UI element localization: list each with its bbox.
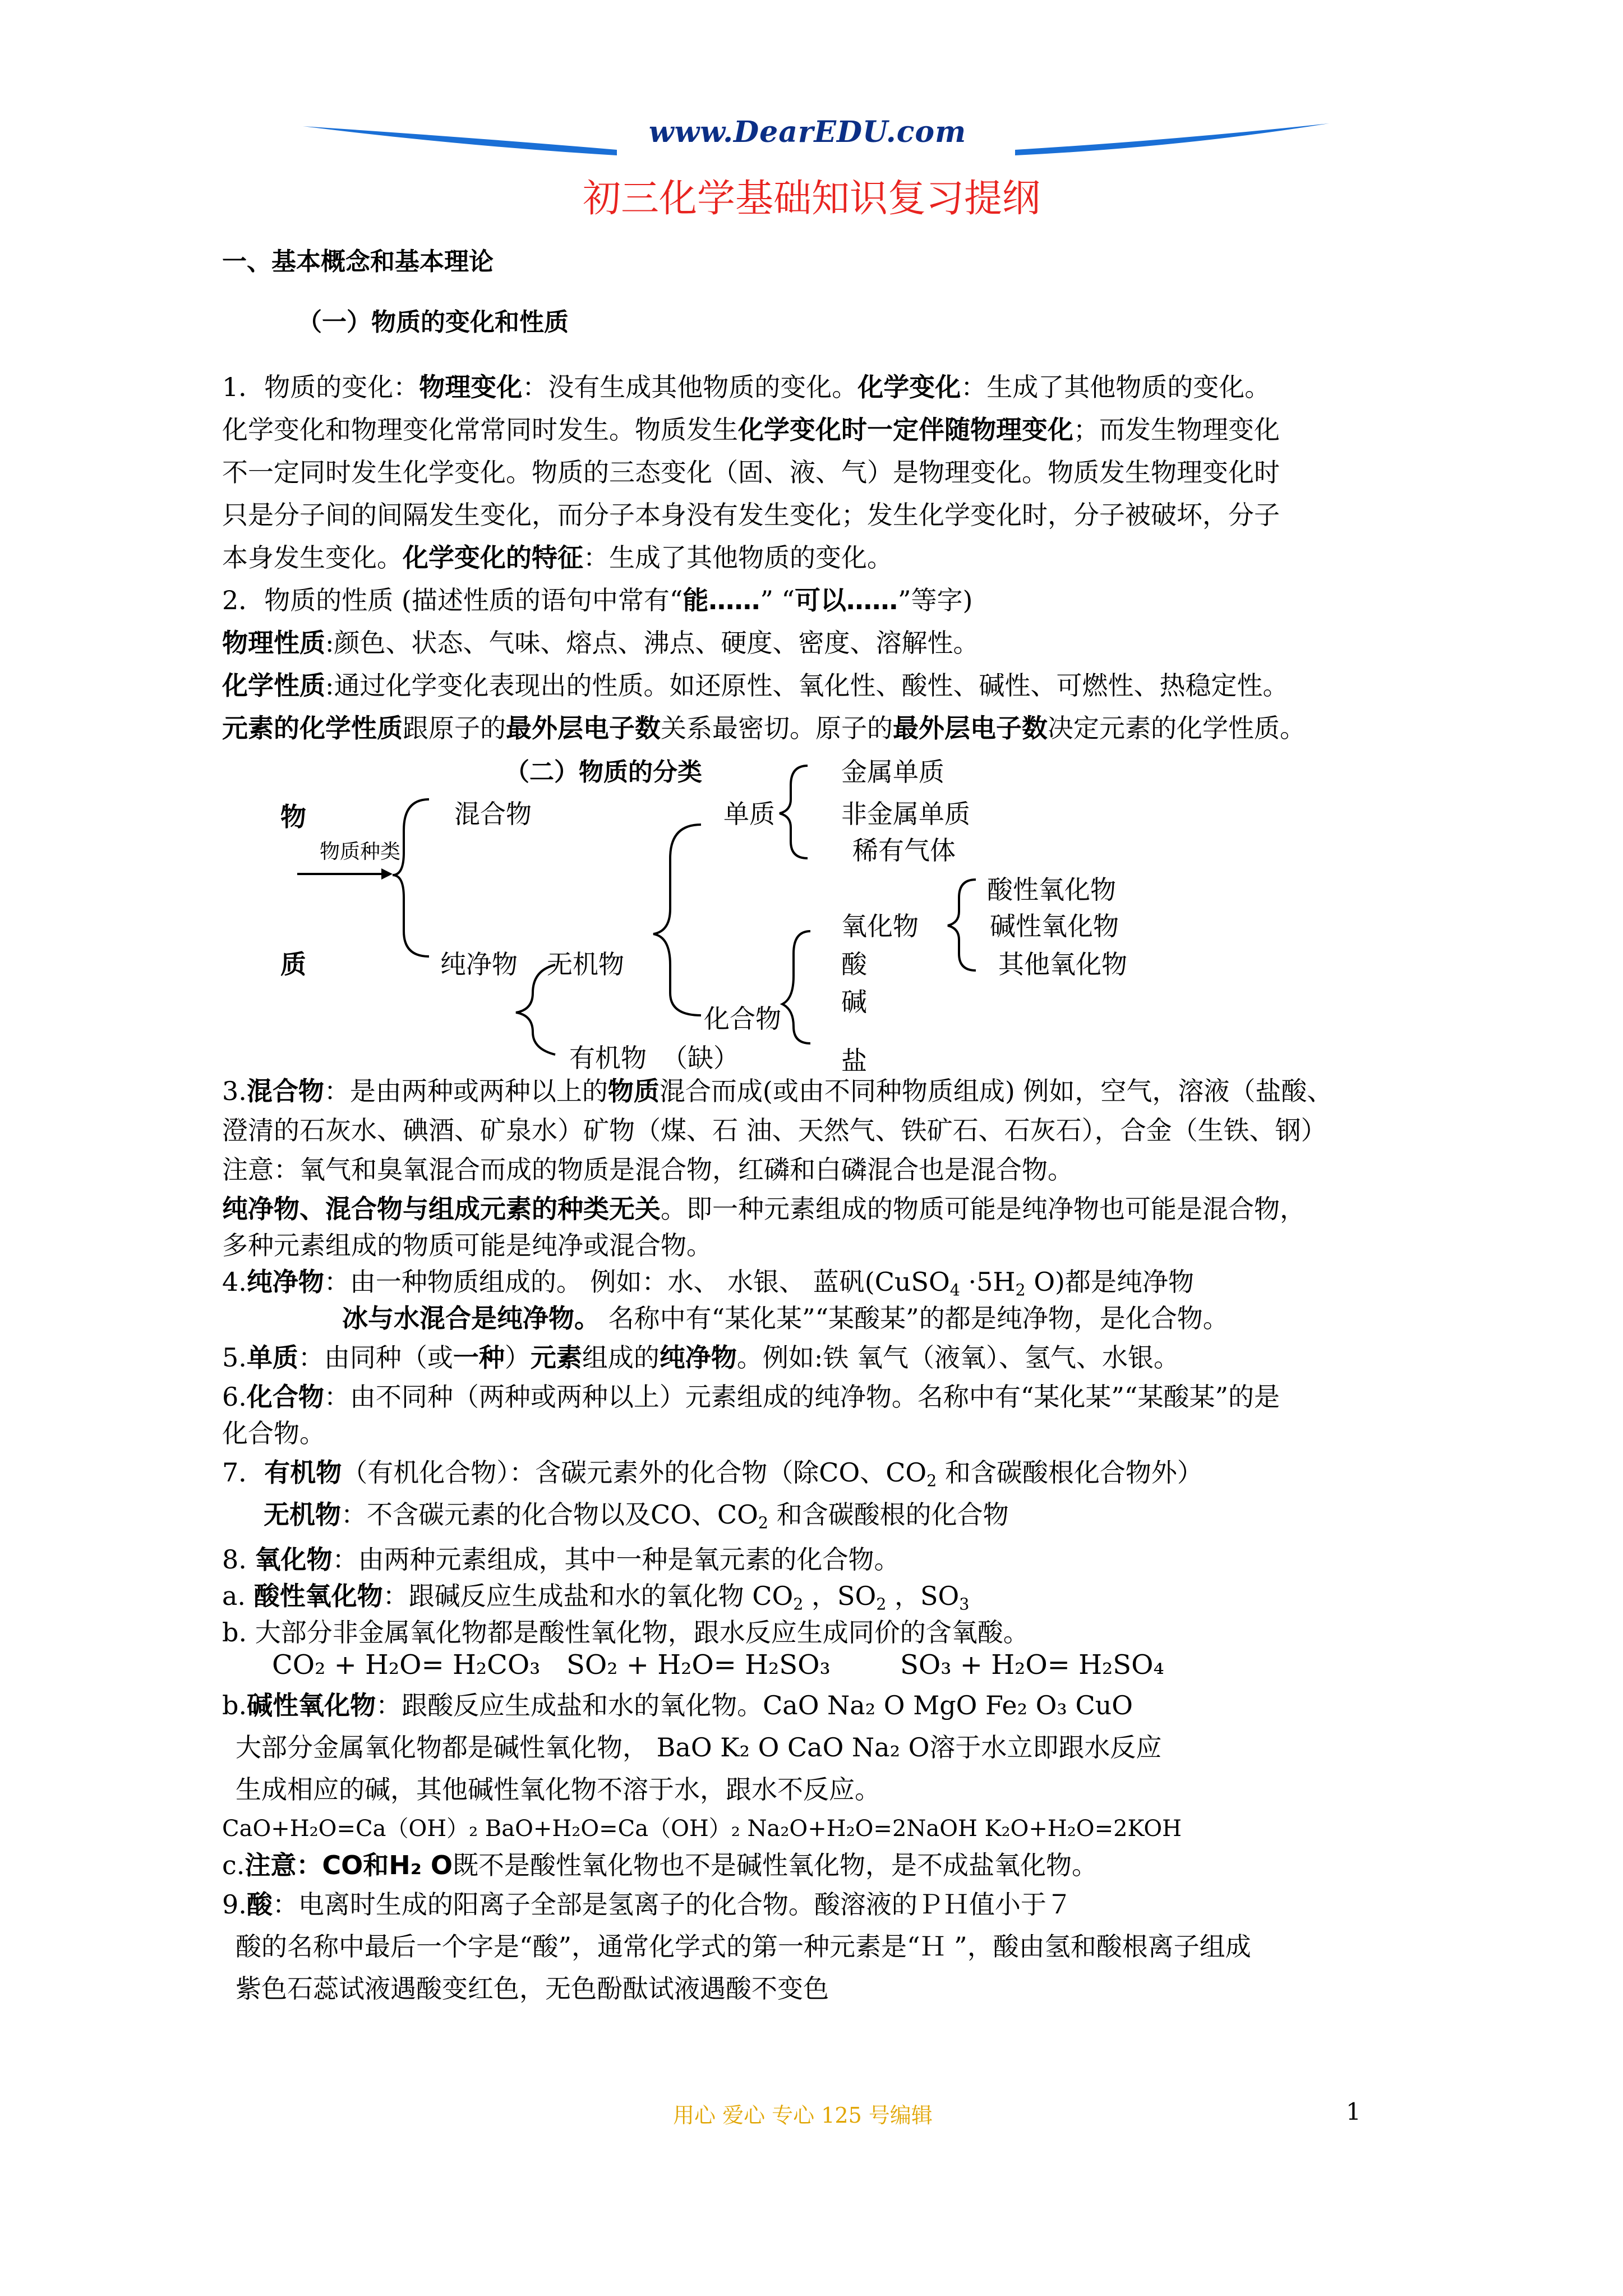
tree-node-organic: 有机物 <box>569 1043 647 1073</box>
page-number: 1 <box>1346 2098 1361 2125</box>
para-8-line-1: 8. 氧化物：由两种元素组成，其中一种是氧元素的化合物。 <box>222 1544 900 1575</box>
para-8-acidic-oxide: a. 酸性氧化物：跟碱反应生成盐和水的氧化物 $CO_2$ ，$SO_2$ ，$SO_3$ <box>222 1581 970 1614</box>
tree-node-inorganic: 无机物 <box>547 949 624 979</box>
tree-node-oxide: 氧化物 <box>841 911 919 941</box>
tree-arrow-label: 物质种类 <box>320 840 401 863</box>
tree-node-salt: 盐 <box>841 1046 867 1076</box>
tree-node-pure: 纯净物 <box>440 949 518 979</box>
para-3-line-2: 澄清的石灰水、碘酒、矿泉水）矿物（煤、石 油、天然气、铁矿石、石灰石），合金（生铁、钢） <box>222 1115 1327 1145</box>
para-9-line-1: 9.酸：电离时生成的阳离子全部是氢离子的化合物。酸溶液的ＰＨ值小于７ <box>222 1889 1072 1920</box>
tree-node-mixture: 混合物 <box>454 799 532 829</box>
site-url[interactable]: www.DearEDU.com <box>648 115 967 149</box>
para-2-line-1: 2．物质的性质 (描述性质的语句中常有“能……” “可以……”等字) <box>222 585 973 615</box>
tree-node-noble-gas: 稀有气体 <box>852 835 956 866</box>
basic-oxide-equations: CaO+H₂O=Ca（OH）₂ BaO+H₂O=Ca（OH）₂ Na₂O+H₂O=2NaOH K₂O+H₂O=2KOH <box>222 1816 1182 1842</box>
physical-property: 物理性质:颜色、状态、气味、熔点、沸点、硬度、密度、溶解性。 <box>222 628 979 658</box>
para-3-line-3: 注意：氧气和臭氧混合而成的物质是混合物，红磷和白磷混合也是混合物。 <box>222 1154 1073 1185</box>
para-9-line-3: 紫色石蕊试液遇酸变红色，无色酚酞试液遇酸不变色 <box>236 1973 829 2004</box>
equation-2: SO₂ + H₂O= H₂SO₃ <box>566 1649 831 1681</box>
para-3-line-5: 多种元素组成的物质可能是纯净或混合物。 <box>222 1230 712 1260</box>
tree-node-base: 碱 <box>841 987 867 1017</box>
para-5-line-1: 5.单质：由同种（或一种）元素组成的纯净物。例如:铁 氧气（液氧）、氢气、水银。 <box>222 1342 1180 1373</box>
tree-label-wu: 物 <box>280 802 306 832</box>
tree-node-compound: 化合物 <box>704 1004 781 1034</box>
para-6-line-2: 化合物。 <box>222 1418 325 1448</box>
para-1-line-1: 1．物质的变化：物理变化：没有生成其他物质的变化。化学变化：生成了其他物质的变化。 <box>222 372 1271 402</box>
para-8-basic-oxide: b.碱性氧化物：跟酸反应生成盐和水的氧化物。CaO Na₂ O MgO Fe₂ O₃ CuO <box>222 1690 1133 1720</box>
tree-node-acidic-oxide: 酸性氧化物 <box>987 875 1116 905</box>
subsection-heading: （一）物质的变化和性质 <box>297 308 569 337</box>
tree-node-nonmetal: 非金属单质 <box>841 799 970 829</box>
equation-1: CO₂ + H₂O= H₂CO₃ <box>272 1649 541 1681</box>
chemical-property: 化学性质:通过化学变化表现出的性质。如还原性、氧化性、酸性、碱性、可燃性、热稳定性。 <box>222 670 1289 701</box>
tree-node-other-oxide: 其他氧化物 <box>998 949 1127 979</box>
para-1-line-4: 只是分子间的间隔发生变化，而分子本身没有发生变化；发生化学变化时，分子被破坏，分子 <box>222 500 1280 530</box>
page-title: 初三化学基础知识复习提纲 <box>582 177 1040 221</box>
equation-3: SO₃ + H₂O= H₂SO₄ <box>900 1649 1164 1681</box>
footer-text: 用心 爱心 专心 125 号编辑 <box>673 2103 933 2128</box>
para-8-basic-oxide-line-2: 大部分金属氧化物都是碱性氧化物， BaO K₂ O CaO Na₂ O溶于水立即跟水反应 <box>236 1732 1162 1763</box>
para-9-line-2: 酸的名称中最后一个字是“酸”，通常化学式的第一种元素是“Ｈ ”，酸由氢和酸根离子组成 <box>236 1931 1251 1962</box>
para-2-line-4: 元素的化学性质跟原子的最外层电子数关系最密切。原子的最外层电子数决定元素的化学性质。 <box>222 713 1306 743</box>
para-8-basic-oxide-line-3: 生成相应的碱，其他碱性氧化物不溶于水，跟水不反应。 <box>236 1774 880 1805</box>
para-1-line-3: 不一定同时发生化学变化。物质的三态变化（固、液、气）是物理变化。物质发生物理变化时 <box>222 457 1280 487</box>
para-1-line-2: 化学变化和物理变化常常同时发生。物质发生化学变化时一定伴随物理变化；而发生物理变化 <box>222 415 1280 445</box>
para-3-line-1: 3.混合物：是由两种或两种以上的物质混合而成(或由不同种物质组成) 例如，空气，溶液（盐酸、 <box>222 1076 1333 1106</box>
tree-label-zhi: 质 <box>280 949 306 979</box>
para-8-b-line: b. 大部分非金属氧化物都是酸性氧化物，跟水反应生成同价的含氧酸。 <box>222 1617 1029 1648</box>
tree-node-metal: 金属单质 <box>841 757 944 787</box>
tree-node-basic-oxide: 碱性氧化物 <box>990 911 1119 941</box>
para-7-line-1: 7．有机物（有机化合物）：含碳元素外的化合物（除CO、$CO_2$ 和含碳酸根化合物外） <box>222 1457 1203 1490</box>
tree-node-acid: 酸 <box>841 949 867 979</box>
para-7-line-2: 无机物：不含碳元素的化合物以及CO、$CO_2$ 和含碳酸根的化合物 <box>264 1499 1009 1533</box>
tree-node-missing: （缺） <box>662 1043 739 1073</box>
para-4-line-1: 4.纯净物：由一种物质组成的。 例如：水、 水银、 蓝矾(CuSO$_4$ $\cdot 5H_2$ O)都是纯净物 <box>222 1267 1194 1300</box>
subsection-heading: （二）物质的分类 <box>505 758 702 786</box>
section-heading: 一、基本概念和基本理论 <box>222 247 494 276</box>
para-3-line-4: 纯净物、混合物与组成元素的种类无关。即一种元素组成的物质可能是纯净物也可能是混合物， <box>222 1194 1306 1224</box>
tree-node-element: 单质 <box>723 799 775 829</box>
para-8-note: c.注意：CO和H₂ O既不是酸性氧化物也不是碱性氧化物，是不成盐氧化物。 <box>222 1850 1098 1880</box>
para-6-line-1: 6.化合物：由不同种（两种或两种以上）元素组成的纯净物。名称中有“某化某”“某酸某”的是 <box>222 1382 1280 1412</box>
para-1-line-5: 本身发生变化。化学变化的特征：生成了其他物质的变化。 <box>222 542 893 573</box>
para-4-line-2: 冰与水混合是纯净物。 名称中有“某化某”“某酸某”的都是纯净物，是化合物。 <box>342 1303 1229 1333</box>
